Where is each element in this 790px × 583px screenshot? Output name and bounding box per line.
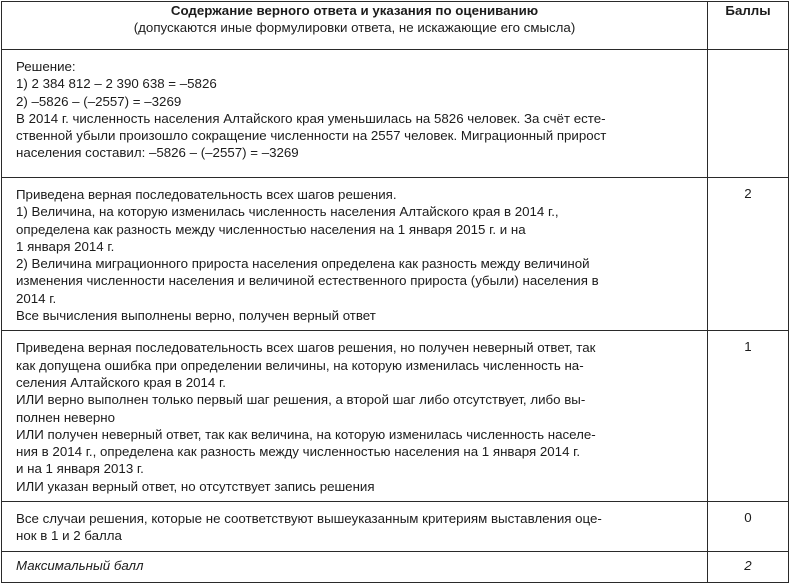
header-title: Содержание верного ответа и указания по оцениванию: [170, 3, 539, 18]
criterion-line: и на 1 января 2013 г.: [16, 461, 144, 477]
criterion-score: 1: [744, 339, 752, 355]
grading-table: [1, 1, 789, 583]
max-score-value: 2: [744, 557, 752, 573]
criterion-row-1: [2, 331, 789, 502]
criterion-score-cell: [708, 331, 789, 502]
solution-step-1: 1) 2 384 812 – 2 390 638 = –5826: [16, 76, 217, 92]
solution-label: Решение:: [16, 59, 76, 74]
criterion-line: 1 января 2014 г.: [16, 238, 115, 254]
criterion-line: 1) Величина, на которую изменилась численность населения Алтайского края в 2014 г.,: [16, 204, 559, 220]
max-score-label-cell: [2, 551, 708, 582]
criterion-line: полнен неверно: [16, 409, 116, 425]
max-score-value-cell: [708, 551, 789, 582]
criterion-line: ИЛИ получен неверный ответ, так как величина, на которую изменилась численность населе-: [16, 426, 596, 442]
criterion-score-cell: [708, 178, 789, 331]
criterion-row-2: [2, 178, 789, 331]
solution-text-line: ственной убыли произошло сокращение численности на 2557 человек. Миграционный прирост: [16, 128, 607, 144]
criterion-text-cell: [2, 178, 708, 331]
criterion-line: 2014 г.: [16, 290, 57, 306]
content-header-cell: [2, 2, 708, 50]
solution-row: [2, 50, 789, 178]
table-header-row: [2, 2, 789, 50]
criterion-line: изменения численности населения и величиной естественного прироста (убыли) населения в: [16, 273, 599, 289]
max-score-label: Максимальный балл: [16, 557, 144, 573]
criterion-score: 2: [744, 186, 752, 201]
criterion-line: Все случаи решения, которые не соответствуют вышеуказанным критериям выставления оце-: [16, 511, 602, 527]
criterion-line: нок в 1 и 2 балла: [16, 528, 122, 544]
criterion-row-0: [2, 502, 789, 552]
criterion-text-cell: [2, 331, 708, 502]
score-header-cell: Баллы: [708, 2, 789, 50]
solution-score-cell: [708, 50, 789, 178]
criterion-line: ИЛИ верно выполнен только первый шаг решения, а второй шаг либо отсутствует, либо вы-: [16, 392, 586, 408]
criterion-line: определена как разность между численностью населения на 1 января 2015 г. и на: [16, 221, 526, 237]
criterion-line: Приведена верная последовательность всех шагов решения, но получен неверный ответ, так: [16, 340, 596, 356]
header-subtitle: (допускаются иные формулировки ответа, не искажающие его смысла): [133, 20, 576, 36]
criterion-score: 0: [744, 510, 752, 526]
criterion-line: Приведена верная последовательность всех шагов решения.: [16, 187, 397, 202]
criterion-line: как допущена ошибка при определении величины, на которую изменилась численность на-: [16, 357, 584, 373]
solution-step-2: 2) –5826 – (–2557) = –3269: [16, 93, 182, 109]
criterion-line: ИЛИ указан верный ответ, но отсутствует запись решения: [16, 478, 375, 494]
criterion-line: ния в 2014 г., определена как разность между численностью населения на 1 января 2014 г.: [16, 444, 581, 460]
criterion-line: 2) Величина миграционного прироста населения определена как разность между величиной: [16, 256, 590, 272]
criterion-score-cell: [708, 502, 789, 552]
max-score-row: [2, 551, 789, 582]
criterion-line: селения Алтайского края в 2014 г.: [16, 374, 226, 390]
solution-text-line: населения составил: –5826 – (–2557) = –3269: [16, 145, 299, 161]
criterion-text-cell: [2, 502, 708, 552]
criterion-line: Все вычисления выполнены верно, получен верный ответ: [16, 308, 376, 324]
solution-cell: [2, 50, 708, 178]
solution-text-line: В 2014 г. численность населения Алтайского края уменьшилась на 5826 человек. За счёт есте-: [16, 110, 606, 126]
